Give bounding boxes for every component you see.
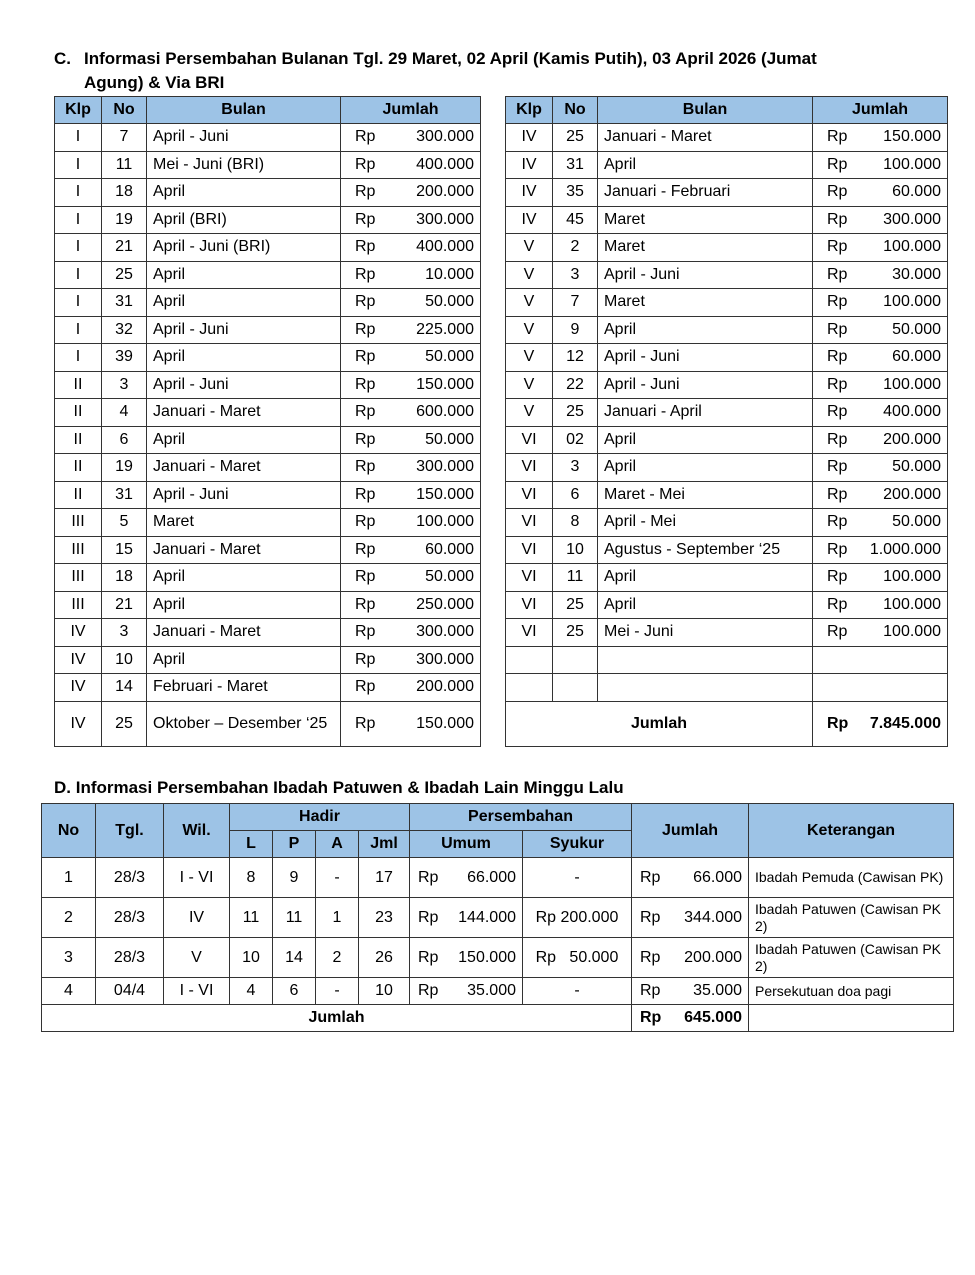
cell-klp: II bbox=[55, 426, 102, 454]
cell-bulan: April - Juni bbox=[598, 344, 813, 372]
cell-no: 5 bbox=[102, 509, 147, 537]
cell-syukur: Rp 50.000 bbox=[523, 938, 632, 978]
table-row bbox=[55, 344, 481, 372]
cell-no: 7 bbox=[102, 124, 147, 152]
cell-bulan: April (BRI) bbox=[147, 206, 341, 234]
table-row bbox=[55, 674, 481, 702]
cell-bulan: April bbox=[598, 426, 813, 454]
table-row bbox=[506, 371, 948, 399]
cell-no: 31 bbox=[553, 151, 598, 179]
table-row bbox=[55, 179, 481, 207]
header-persembahan: Persembahan bbox=[410, 804, 632, 831]
cell-no: 6 bbox=[553, 481, 598, 509]
cell-klp: V bbox=[506, 399, 553, 427]
cell-tgl: 28/3 bbox=[96, 858, 164, 898]
cell-bulan: Februari - Maret bbox=[147, 674, 341, 702]
cell-no: 25 bbox=[553, 619, 598, 647]
cell-bulan: April - Juni bbox=[147, 316, 341, 344]
cell-jumlah: Rp 60.000 bbox=[813, 344, 948, 372]
cell-no: 11 bbox=[102, 151, 147, 179]
header-p: P bbox=[273, 831, 316, 858]
cell-jumlah: Rp 50.000 bbox=[813, 316, 948, 344]
cell-l: 10 bbox=[230, 938, 273, 978]
cell-keterangan: Ibadah Pemuda (Cawisan PK) bbox=[749, 858, 954, 898]
cell-jumlah: Rp 50.000 bbox=[813, 509, 948, 537]
cell-jumlah: Rp 344.000 bbox=[632, 898, 749, 938]
header-klp: Klp bbox=[55, 97, 102, 124]
cell-no: 15 bbox=[102, 536, 147, 564]
cell-p: 6 bbox=[273, 978, 316, 1005]
table-row bbox=[506, 509, 948, 537]
cell-jumlah: Rp 60.000 bbox=[341, 536, 481, 564]
cell-bulan: April bbox=[598, 151, 813, 179]
cell-jumlah: Rp 200.000 bbox=[341, 674, 481, 702]
cell-jml: 23 bbox=[359, 898, 410, 938]
cell-wil: I - VI bbox=[164, 978, 230, 1005]
cell-klp: VI bbox=[506, 426, 553, 454]
cell-umum: Rp 144.000 bbox=[410, 898, 523, 938]
table-row bbox=[55, 646, 481, 674]
cell-bulan: Agustus - September ‘25 bbox=[598, 536, 813, 564]
header-hadir: Hadir bbox=[230, 804, 410, 831]
cell-bulan: Januari - Maret bbox=[147, 454, 341, 482]
cell-bulan: April bbox=[598, 564, 813, 592]
table-row bbox=[55, 371, 481, 399]
cell-no: 31 bbox=[102, 481, 147, 509]
cell-a: 2 bbox=[316, 938, 359, 978]
monthly-offering-table-right bbox=[505, 96, 948, 747]
cell-klp: VI bbox=[506, 536, 553, 564]
cell-klp: I bbox=[55, 151, 102, 179]
cell-umum: Rp 66.000 bbox=[410, 858, 523, 898]
cell-klp: VI bbox=[506, 591, 553, 619]
cell-jumlah: Rp 600.000 bbox=[341, 399, 481, 427]
cell-no: 31 bbox=[102, 289, 147, 317]
cell-jumlah: Rp 400.000 bbox=[813, 399, 948, 427]
cell-bulan: Januari - Maret bbox=[598, 124, 813, 152]
cell-wil: I - VI bbox=[164, 858, 230, 898]
cell-klp: II bbox=[55, 454, 102, 482]
cell-no: 3 bbox=[42, 938, 96, 978]
table-row bbox=[506, 289, 948, 317]
cell-no: 35 bbox=[553, 179, 598, 207]
cell-bulan: April bbox=[147, 179, 341, 207]
cell-no: 12 bbox=[553, 344, 598, 372]
table-row bbox=[55, 426, 481, 454]
cell-jumlah: Rp 30.000 bbox=[813, 261, 948, 289]
cell-jumlah: Rp 100.000 bbox=[813, 619, 948, 647]
table-row bbox=[506, 179, 948, 207]
cell-bulan: Maret bbox=[147, 509, 341, 537]
header-no: No bbox=[42, 804, 96, 858]
header-jumlah: Jumlah bbox=[813, 97, 948, 124]
cell-klp: I bbox=[55, 344, 102, 372]
table-row bbox=[506, 151, 948, 179]
cell-no: 25 bbox=[553, 591, 598, 619]
cell-klp: III bbox=[55, 564, 102, 592]
cell-tgl: 28/3 bbox=[96, 898, 164, 938]
cell-bulan: April bbox=[147, 289, 341, 317]
cell-no: 22 bbox=[553, 371, 598, 399]
cell-no: 9 bbox=[553, 316, 598, 344]
cell-klp: II bbox=[55, 371, 102, 399]
cell-jumlah: Rp 225.000 bbox=[341, 316, 481, 344]
header-tgl: Tgl. bbox=[96, 804, 164, 858]
empty-row bbox=[506, 646, 948, 674]
cell-klp: VI bbox=[506, 481, 553, 509]
cell-no: 45 bbox=[553, 206, 598, 234]
total-keterangan bbox=[749, 1005, 954, 1032]
cell-klp: I bbox=[55, 179, 102, 207]
table-row bbox=[55, 701, 481, 746]
header-no: No bbox=[553, 97, 598, 124]
cell-jumlah: Rp 60.000 bbox=[813, 179, 948, 207]
cell-no: 10 bbox=[102, 646, 147, 674]
cell-klp: IV bbox=[506, 179, 553, 207]
cell-jml: 10 bbox=[359, 978, 410, 1005]
cell-klp: IV bbox=[55, 701, 102, 746]
cell-no: 2 bbox=[42, 898, 96, 938]
empty-row bbox=[506, 674, 948, 702]
cell-jumlah: Rp 150.000 bbox=[341, 481, 481, 509]
cell-jumlah: Rp 150.000 bbox=[813, 124, 948, 152]
cell-bulan: Januari - Februari bbox=[598, 179, 813, 207]
cell-bulan: Januari - April bbox=[598, 399, 813, 427]
table-row bbox=[42, 858, 954, 898]
header-no: No bbox=[102, 97, 147, 124]
cell-no: 4 bbox=[102, 399, 147, 427]
cell-no: 3 bbox=[553, 454, 598, 482]
cell-jumlah: Rp 300.000 bbox=[341, 454, 481, 482]
total-label: Jumlah bbox=[506, 701, 813, 746]
table-row bbox=[506, 261, 948, 289]
cell-klp: IV bbox=[55, 646, 102, 674]
cell-no: 3 bbox=[553, 261, 598, 289]
cell-jumlah: Rp 100.000 bbox=[813, 371, 948, 399]
cell-p: 9 bbox=[273, 858, 316, 898]
cell-klp: VI bbox=[506, 564, 553, 592]
cell-bulan: April bbox=[147, 344, 341, 372]
cell-umum: Rp 35.000 bbox=[410, 978, 523, 1005]
cell-klp: V bbox=[506, 289, 553, 317]
cell-jumlah: Rp 50.000 bbox=[341, 564, 481, 592]
table-row bbox=[506, 481, 948, 509]
section-c-label: C. bbox=[54, 49, 71, 68]
cell-klp: VI bbox=[506, 454, 553, 482]
cell-jumlah: Rp 300.000 bbox=[341, 619, 481, 647]
cell-no: 18 bbox=[102, 179, 147, 207]
cell-jumlah: Rp 100.000 bbox=[813, 289, 948, 317]
table-row bbox=[55, 619, 481, 647]
table-row bbox=[506, 564, 948, 592]
cell-bulan: April - Juni bbox=[147, 481, 341, 509]
cell-bulan: April - Juni bbox=[598, 371, 813, 399]
table-row bbox=[55, 399, 481, 427]
cell-jumlah: Rp 250.000 bbox=[341, 591, 481, 619]
cell-bulan: April - Juni (BRI) bbox=[147, 234, 341, 262]
cell-jumlah: Rp 300.000 bbox=[341, 206, 481, 234]
cell-bulan: April bbox=[147, 646, 341, 674]
cell-a: - bbox=[316, 978, 359, 1005]
cell-no: 14 bbox=[102, 674, 147, 702]
cell-keterangan: Persekutuan doa pagi bbox=[749, 978, 954, 1005]
cell-keterangan: Ibadah Patuwen (Cawisan PK 2) bbox=[749, 938, 954, 978]
cell-keterangan: Ibadah Patuwen (Cawisan PK 2) bbox=[749, 898, 954, 938]
cell-no: 2 bbox=[553, 234, 598, 262]
cell-klp: I bbox=[55, 316, 102, 344]
table-row bbox=[42, 938, 954, 978]
cell-jumlah: Rp 400.000 bbox=[341, 234, 481, 262]
cell-jumlah: Rp 100.000 bbox=[813, 591, 948, 619]
cell-jumlah: Rp 100.000 bbox=[813, 151, 948, 179]
cell-jumlah: Rp 50.000 bbox=[341, 289, 481, 317]
cell-jumlah: Rp 100.000 bbox=[341, 509, 481, 537]
table-row bbox=[42, 978, 954, 1005]
cell-bulan: April bbox=[598, 454, 813, 482]
cell-no: 8 bbox=[553, 509, 598, 537]
table-row bbox=[506, 454, 948, 482]
table-row bbox=[55, 536, 481, 564]
cell-wil: V bbox=[164, 938, 230, 978]
table-row bbox=[55, 206, 481, 234]
cell-klp: VI bbox=[506, 509, 553, 537]
header-keterangan: Keterangan bbox=[749, 804, 954, 858]
cell-bulan: Januari - Maret bbox=[147, 536, 341, 564]
cell-no: 10 bbox=[553, 536, 598, 564]
cell-jumlah: Rp 150.000 bbox=[341, 701, 481, 746]
cell-klp: I bbox=[55, 261, 102, 289]
cell-klp: I bbox=[55, 124, 102, 152]
cell-bulan: April bbox=[147, 426, 341, 454]
cell-tgl: 28/3 bbox=[96, 938, 164, 978]
cell-klp: V bbox=[506, 234, 553, 262]
header-a: A bbox=[316, 831, 359, 858]
cell-jumlah: Rp 150.000 bbox=[341, 371, 481, 399]
cell-no: 19 bbox=[102, 454, 147, 482]
table-row bbox=[42, 898, 954, 938]
cell-jml: 17 bbox=[359, 858, 410, 898]
cell-bulan: Mei - Juni bbox=[598, 619, 813, 647]
table-row bbox=[55, 234, 481, 262]
cell-umum: Rp 150.000 bbox=[410, 938, 523, 978]
cell-l: 8 bbox=[230, 858, 273, 898]
table-row bbox=[55, 261, 481, 289]
cell-klp: I bbox=[55, 234, 102, 262]
cell-klp: IV bbox=[55, 674, 102, 702]
cell-jumlah: Rp 200.000 bbox=[813, 481, 948, 509]
table-row bbox=[506, 316, 948, 344]
cell-l: 11 bbox=[230, 898, 273, 938]
cell-syukur: Rp 200.000 bbox=[523, 898, 632, 938]
cell-bulan: Maret bbox=[598, 234, 813, 262]
cell-klp: IV bbox=[55, 619, 102, 647]
cell-jml: 26 bbox=[359, 938, 410, 978]
cell-jumlah: Rp 300.000 bbox=[341, 646, 481, 674]
cell-jumlah: Rp 200.000 bbox=[813, 426, 948, 454]
monthly-offering-table-left bbox=[54, 96, 481, 747]
cell-bulan: April - Juni bbox=[598, 261, 813, 289]
cell-jumlah: Rp 66.000 bbox=[632, 858, 749, 898]
cell-tgl: 04/4 bbox=[96, 978, 164, 1005]
cell-klp: VI bbox=[506, 619, 553, 647]
cell-no: 02 bbox=[553, 426, 598, 454]
cell-no: 11 bbox=[553, 564, 598, 592]
table-row bbox=[506, 591, 948, 619]
section-c-title-line1: Informasi Persembahan Bulanan Tgl. 29 Maret, 02 April (Kamis Putih), 03 April 2026 (Jumat bbox=[84, 49, 817, 68]
cell-klp: I bbox=[55, 289, 102, 317]
table-row bbox=[506, 536, 948, 564]
total-row bbox=[506, 701, 948, 746]
cell-klp: V bbox=[506, 261, 553, 289]
cell-no: 3 bbox=[102, 371, 147, 399]
section-d-title: D. Informasi Persembahan Ibadah Patuwen & Ibadah Lain Minggu Lalu bbox=[54, 778, 624, 797]
header-bulan: Bulan bbox=[147, 97, 341, 124]
header-bulan: Bulan bbox=[598, 97, 813, 124]
table-row bbox=[55, 289, 481, 317]
cell-no: 19 bbox=[102, 206, 147, 234]
cell-syukur: - bbox=[523, 858, 632, 898]
header-jml: Jml bbox=[359, 831, 410, 858]
cell-jumlah: Rp 100.000 bbox=[813, 564, 948, 592]
section-c-title-line2: Agung) & Via BRI bbox=[84, 73, 225, 92]
table-row bbox=[55, 124, 481, 152]
cell-no: 4 bbox=[42, 978, 96, 1005]
cell-jumlah: Rp 300.000 bbox=[341, 124, 481, 152]
cell-bulan: April bbox=[147, 591, 341, 619]
cell-a: - bbox=[316, 858, 359, 898]
cell-klp: III bbox=[55, 536, 102, 564]
header-wil: Wil. bbox=[164, 804, 230, 858]
cell-no: 25 bbox=[553, 124, 598, 152]
cell-klp: II bbox=[55, 399, 102, 427]
cell-bulan: April - Mei bbox=[598, 509, 813, 537]
header-umum: Umum bbox=[410, 831, 523, 858]
cell-bulan: Januari - Maret bbox=[147, 399, 341, 427]
section-c-title bbox=[54, 47, 934, 95]
cell-bulan: Maret - Mei bbox=[598, 481, 813, 509]
table-row bbox=[506, 234, 948, 262]
cell-no: 6 bbox=[102, 426, 147, 454]
header-jumlah: Jumlah bbox=[341, 97, 481, 124]
cell-wil: IV bbox=[164, 898, 230, 938]
table-row bbox=[55, 151, 481, 179]
table-row bbox=[506, 344, 948, 372]
cell-no: 32 bbox=[102, 316, 147, 344]
cell-jumlah: Rp 200.000 bbox=[632, 938, 749, 978]
total-label: Jumlah bbox=[42, 1005, 632, 1032]
table-row bbox=[55, 316, 481, 344]
cell-bulan: Mei - Juni (BRI) bbox=[147, 151, 341, 179]
cell-bulan: April - Juni bbox=[147, 124, 341, 152]
cell-klp: III bbox=[55, 509, 102, 537]
header-jumlah: Jumlah bbox=[632, 804, 749, 858]
header-l: L bbox=[230, 831, 273, 858]
cell-jumlah: Rp 10.000 bbox=[341, 261, 481, 289]
header-klp: Klp bbox=[506, 97, 553, 124]
cell-klp: V bbox=[506, 371, 553, 399]
cell-a: 1 bbox=[316, 898, 359, 938]
cell-no: 3 bbox=[102, 619, 147, 647]
header-syukur: Syukur bbox=[523, 831, 632, 858]
cell-bulan: April bbox=[147, 564, 341, 592]
worship-offering-table bbox=[41, 803, 954, 1032]
cell-klp: V bbox=[506, 316, 553, 344]
cell-klp: III bbox=[55, 591, 102, 619]
cell-bulan: Maret bbox=[598, 206, 813, 234]
cell-no: 21 bbox=[102, 234, 147, 262]
cell-bulan: April bbox=[598, 591, 813, 619]
cell-jumlah: Rp 50.000 bbox=[813, 454, 948, 482]
cell-jumlah: Rp 400.000 bbox=[341, 151, 481, 179]
table-row bbox=[55, 591, 481, 619]
cell-bulan: April bbox=[598, 316, 813, 344]
table-row bbox=[506, 426, 948, 454]
table-row bbox=[55, 481, 481, 509]
cell-klp: IV bbox=[506, 124, 553, 152]
cell-no: 25 bbox=[553, 399, 598, 427]
cell-no: 25 bbox=[102, 261, 147, 289]
table-row bbox=[55, 509, 481, 537]
table-row bbox=[55, 454, 481, 482]
cell-no: 25 bbox=[102, 701, 147, 746]
total-amount: Rp 645.000 bbox=[632, 1005, 749, 1032]
total-row bbox=[42, 1005, 954, 1032]
cell-bulan: Januari - Maret bbox=[147, 619, 341, 647]
cell-jumlah: Rp 1.000.000 bbox=[813, 536, 948, 564]
cell-no: 18 bbox=[102, 564, 147, 592]
cell-klp: V bbox=[506, 344, 553, 372]
table-row bbox=[55, 564, 481, 592]
cell-klp: II bbox=[55, 481, 102, 509]
table-row bbox=[506, 399, 948, 427]
cell-jumlah: Rp 200.000 bbox=[341, 179, 481, 207]
cell-syukur: - bbox=[523, 978, 632, 1005]
cell-jumlah: Rp 100.000 bbox=[813, 234, 948, 262]
table-row bbox=[506, 206, 948, 234]
cell-jumlah: Rp 50.000 bbox=[341, 426, 481, 454]
table-row bbox=[506, 619, 948, 647]
cell-p: 14 bbox=[273, 938, 316, 978]
cell-no: 7 bbox=[553, 289, 598, 317]
cell-jumlah: Rp 50.000 bbox=[341, 344, 481, 372]
cell-bulan: April bbox=[147, 261, 341, 289]
total-amount: Rp 7.845.000 bbox=[813, 701, 948, 746]
cell-p: 11 bbox=[273, 898, 316, 938]
cell-jumlah: Rp 35.000 bbox=[632, 978, 749, 1005]
table-row bbox=[506, 124, 948, 152]
cell-l: 4 bbox=[230, 978, 273, 1005]
cell-bulan: Maret bbox=[598, 289, 813, 317]
cell-no: 39 bbox=[102, 344, 147, 372]
cell-klp: IV bbox=[506, 206, 553, 234]
cell-klp: I bbox=[55, 206, 102, 234]
cell-no: 21 bbox=[102, 591, 147, 619]
cell-jumlah: Rp 300.000 bbox=[813, 206, 948, 234]
cell-klp: IV bbox=[506, 151, 553, 179]
cell-bulan: Oktober – Desember ‘25 bbox=[147, 701, 341, 746]
cell-no: 1 bbox=[42, 858, 96, 898]
cell-bulan: April - Juni bbox=[147, 371, 341, 399]
